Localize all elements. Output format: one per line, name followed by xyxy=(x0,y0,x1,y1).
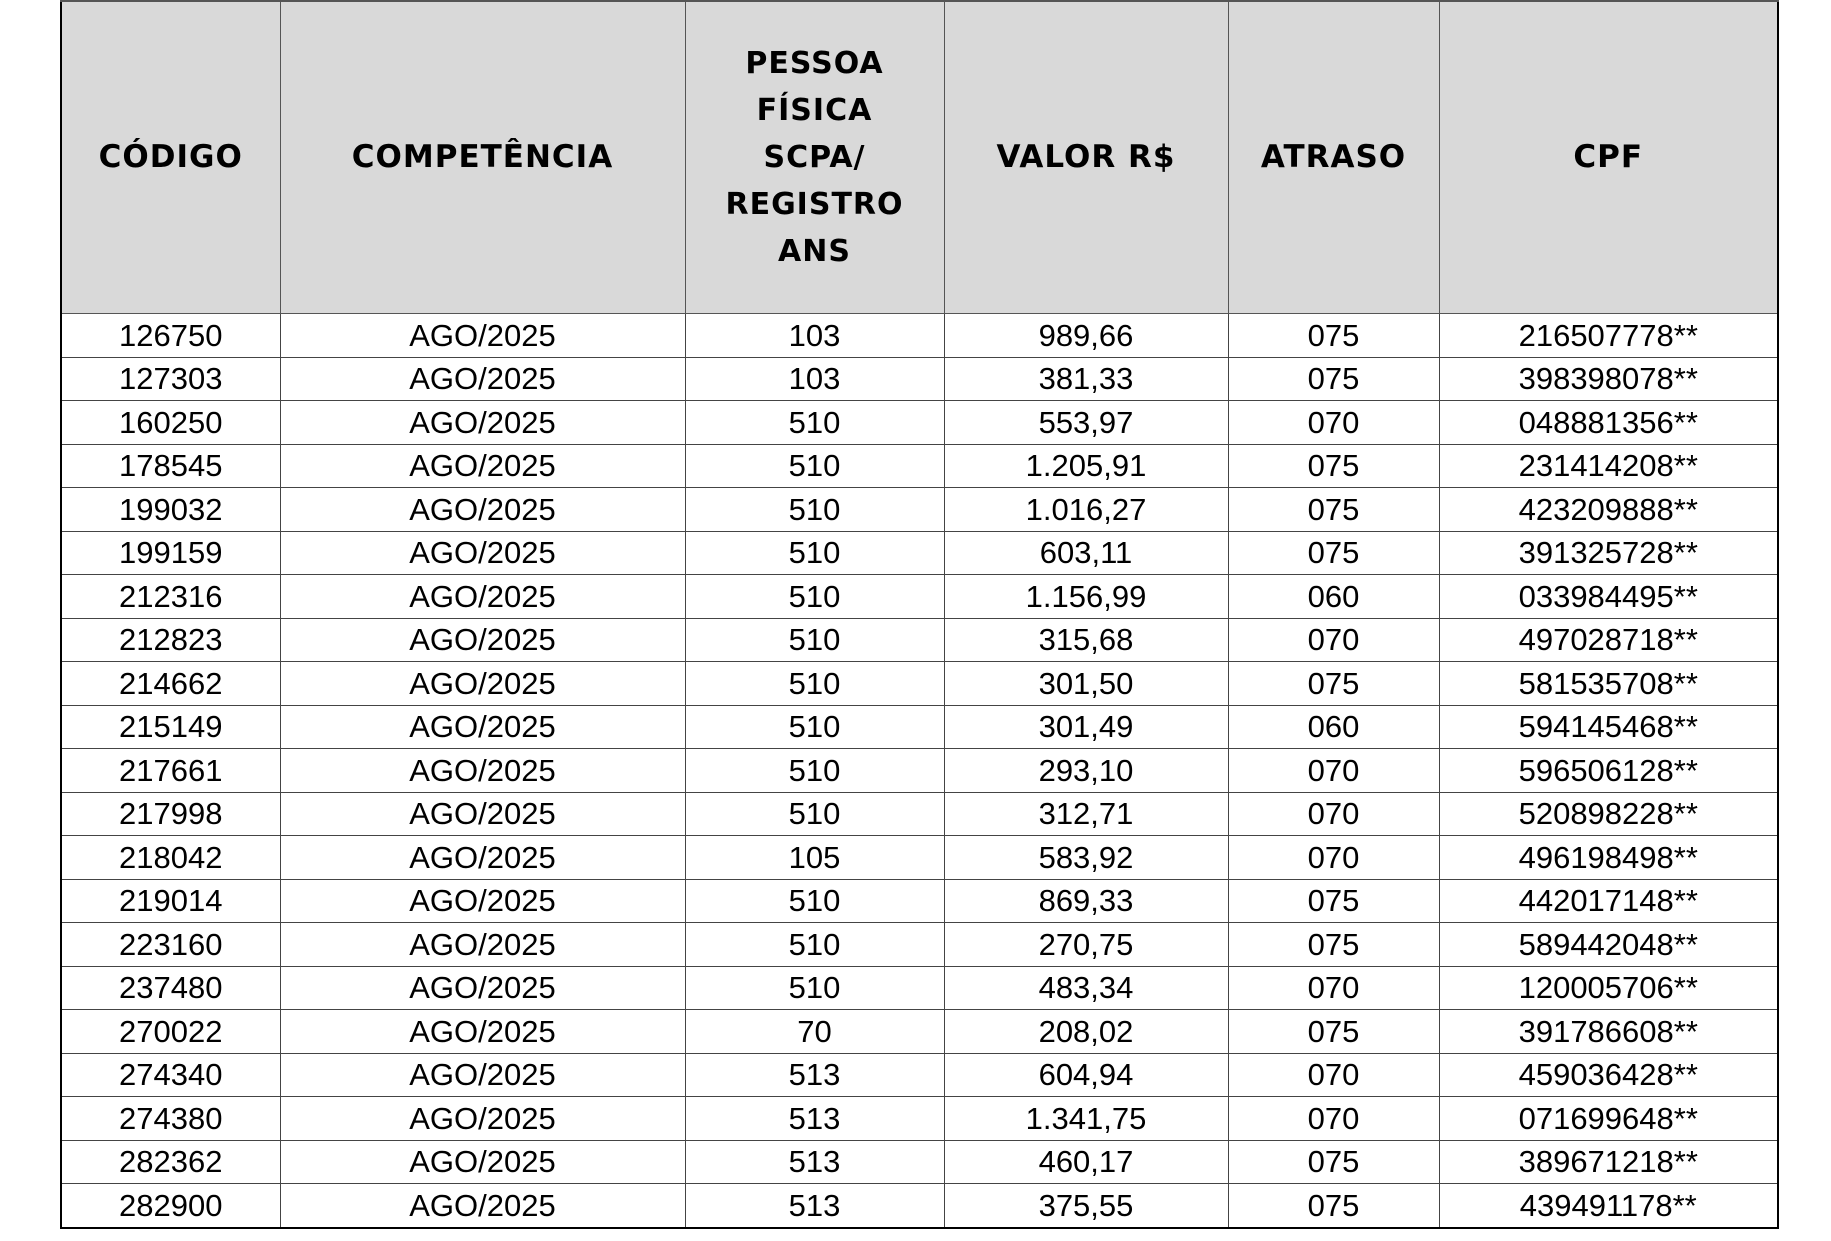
cell-atraso: 075 xyxy=(1228,1140,1439,1184)
cell-cpf: 439491178** xyxy=(1439,1184,1778,1228)
table-row xyxy=(61,923,1778,967)
table-row xyxy=(61,488,1778,532)
debt-table xyxy=(60,0,1779,1229)
cell-competencia: AGO/2025 xyxy=(280,705,685,749)
cell-cpf: 231414208** xyxy=(1439,444,1778,488)
table-row xyxy=(61,749,1778,793)
table-row xyxy=(61,966,1778,1010)
cell-codigo: 160250 xyxy=(61,401,280,445)
cell-codigo: 212823 xyxy=(61,618,280,662)
cell-codigo: 214662 xyxy=(61,662,280,706)
cell-codigo: 219014 xyxy=(61,879,280,923)
cell-valor: 1.016,27 xyxy=(944,488,1228,532)
cell-valor: 301,49 xyxy=(944,705,1228,749)
cell-atraso: 070 xyxy=(1228,792,1439,836)
table-row xyxy=(61,531,1778,575)
cell-registro-ans: 510 xyxy=(685,923,944,967)
cell-codigo: 178545 xyxy=(61,444,280,488)
cell-competencia: AGO/2025 xyxy=(280,923,685,967)
cell-competencia: AGO/2025 xyxy=(280,792,685,836)
cell-codigo: 218042 xyxy=(61,836,280,880)
cell-codigo: 274380 xyxy=(61,1097,280,1141)
cell-competencia: AGO/2025 xyxy=(280,1010,685,1054)
header-atraso: ATRASO xyxy=(1228,1,1439,314)
cell-atraso: 060 xyxy=(1228,575,1439,619)
cell-codigo: 215149 xyxy=(61,705,280,749)
cell-competencia: AGO/2025 xyxy=(280,531,685,575)
cell-codigo: 217661 xyxy=(61,749,280,793)
table-row xyxy=(61,401,1778,445)
table-row xyxy=(61,1097,1778,1141)
cell-cpf: 120005706** xyxy=(1439,966,1778,1010)
table-row xyxy=(61,836,1778,880)
cell-valor: 989,66 xyxy=(944,314,1228,358)
table-row xyxy=(61,879,1778,923)
cell-competencia: AGO/2025 xyxy=(280,966,685,1010)
cell-valor: 460,17 xyxy=(944,1140,1228,1184)
cell-competencia: AGO/2025 xyxy=(280,357,685,401)
cell-competencia: AGO/2025 xyxy=(280,1097,685,1141)
cell-valor: 583,92 xyxy=(944,836,1228,880)
cell-cpf: 596506128** xyxy=(1439,749,1778,793)
cell-cpf: 391325728** xyxy=(1439,531,1778,575)
header-cpf: CPF xyxy=(1439,1,1778,314)
cell-valor: 1.156,99 xyxy=(944,575,1228,619)
cell-cpf: 520898228** xyxy=(1439,792,1778,836)
cell-valor: 270,75 xyxy=(944,923,1228,967)
cell-valor: 375,55 xyxy=(944,1184,1228,1228)
cell-registro-ans: 510 xyxy=(685,792,944,836)
cell-codigo: 127303 xyxy=(61,357,280,401)
cell-codigo: 237480 xyxy=(61,966,280,1010)
cell-atraso: 075 xyxy=(1228,314,1439,358)
cell-cpf: 048881356** xyxy=(1439,401,1778,445)
cell-registro-ans: 513 xyxy=(685,1184,944,1228)
cell-atraso: 070 xyxy=(1228,1097,1439,1141)
cell-atraso: 075 xyxy=(1228,1184,1439,1228)
cell-registro-ans: 510 xyxy=(685,575,944,619)
table-row xyxy=(61,314,1778,358)
cell-atraso: 075 xyxy=(1228,357,1439,401)
cell-atraso: 075 xyxy=(1228,923,1439,967)
table-header xyxy=(61,1,1778,314)
cell-codigo: 223160 xyxy=(61,923,280,967)
cell-atraso: 075 xyxy=(1228,488,1439,532)
table-body xyxy=(61,314,1778,1228)
table-row xyxy=(61,1140,1778,1184)
cell-registro-ans: 70 xyxy=(685,1010,944,1054)
cell-registro-ans: 513 xyxy=(685,1097,944,1141)
table-row xyxy=(61,618,1778,662)
table-row xyxy=(61,357,1778,401)
cell-registro-ans: 510 xyxy=(685,749,944,793)
cell-registro-ans: 510 xyxy=(685,488,944,532)
cell-valor: 1.341,75 xyxy=(944,1097,1228,1141)
table-row xyxy=(61,444,1778,488)
cell-competencia: AGO/2025 xyxy=(280,444,685,488)
cell-competencia: AGO/2025 xyxy=(280,662,685,706)
cell-atraso: 075 xyxy=(1228,1010,1439,1054)
cell-registro-ans: 510 xyxy=(685,444,944,488)
cell-atraso: 070 xyxy=(1228,836,1439,880)
cell-cpf: 496198498** xyxy=(1439,836,1778,880)
header-codigo: CÓDIGO xyxy=(61,1,280,314)
cell-cpf: 389671218** xyxy=(1439,1140,1778,1184)
cell-atraso: 075 xyxy=(1228,662,1439,706)
cell-registro-ans: 510 xyxy=(685,401,944,445)
cell-codigo: 270022 xyxy=(61,1010,280,1054)
cell-atraso: 060 xyxy=(1228,705,1439,749)
table-row xyxy=(61,705,1778,749)
cell-valor: 293,10 xyxy=(944,749,1228,793)
cell-cpf: 216507778** xyxy=(1439,314,1778,358)
cell-atraso: 070 xyxy=(1228,749,1439,793)
cell-atraso: 070 xyxy=(1228,618,1439,662)
cell-codigo: 282900 xyxy=(61,1184,280,1228)
cell-cpf: 391786608** xyxy=(1439,1010,1778,1054)
cell-registro-ans: 103 xyxy=(685,357,944,401)
cell-codigo: 274340 xyxy=(61,1053,280,1097)
cell-competencia: AGO/2025 xyxy=(280,879,685,923)
table-row xyxy=(61,792,1778,836)
cell-registro-ans: 513 xyxy=(685,1140,944,1184)
cell-competencia: AGO/2025 xyxy=(280,618,685,662)
cell-codigo: 212316 xyxy=(61,575,280,619)
table-row xyxy=(61,1010,1778,1054)
header-row xyxy=(61,1,1778,314)
cell-competencia: AGO/2025 xyxy=(280,401,685,445)
header-valor: VALOR R$ xyxy=(944,1,1228,314)
cell-valor: 603,11 xyxy=(944,531,1228,575)
cell-atraso: 070 xyxy=(1228,1053,1439,1097)
cell-atraso: 070 xyxy=(1228,401,1439,445)
table-row xyxy=(61,1184,1778,1228)
table-row xyxy=(61,662,1778,706)
cell-competencia: AGO/2025 xyxy=(280,575,685,619)
cell-codigo: 199159 xyxy=(61,531,280,575)
cell-valor: 483,34 xyxy=(944,966,1228,1010)
cell-registro-ans: 510 xyxy=(685,618,944,662)
cell-registro-ans: 103 xyxy=(685,314,944,358)
cell-registro-ans: 510 xyxy=(685,531,944,575)
cell-cpf: 398398078** xyxy=(1439,357,1778,401)
cell-registro-ans: 510 xyxy=(685,966,944,1010)
cell-registro-ans: 510 xyxy=(685,879,944,923)
cell-competencia: AGO/2025 xyxy=(280,1184,685,1228)
table-row xyxy=(61,1053,1778,1097)
cell-valor: 312,71 xyxy=(944,792,1228,836)
cell-valor: 208,02 xyxy=(944,1010,1228,1054)
cell-cpf: 071699648** xyxy=(1439,1097,1778,1141)
cell-valor: 604,94 xyxy=(944,1053,1228,1097)
cell-atraso: 070 xyxy=(1228,966,1439,1010)
cell-cpf: 589442048** xyxy=(1439,923,1778,967)
cell-competencia: AGO/2025 xyxy=(280,836,685,880)
cell-competencia: AGO/2025 xyxy=(280,1140,685,1184)
header-competencia: COMPETÊNCIA xyxy=(280,1,685,314)
cell-cpf: 594145468** xyxy=(1439,705,1778,749)
cell-competencia: AGO/2025 xyxy=(280,749,685,793)
cell-competencia: AGO/2025 xyxy=(280,314,685,358)
cell-valor: 315,68 xyxy=(944,618,1228,662)
cell-registro-ans: 510 xyxy=(685,705,944,749)
cell-cpf: 581535708** xyxy=(1439,662,1778,706)
table-row xyxy=(61,575,1778,619)
cell-valor: 381,33 xyxy=(944,357,1228,401)
cell-cpf: 033984495** xyxy=(1439,575,1778,619)
cell-valor: 1.205,91 xyxy=(944,444,1228,488)
cell-cpf: 442017148** xyxy=(1439,879,1778,923)
cell-cpf: 497028718** xyxy=(1439,618,1778,662)
cell-valor: 553,97 xyxy=(944,401,1228,445)
cell-valor: 301,50 xyxy=(944,662,1228,706)
cell-registro-ans: 510 xyxy=(685,662,944,706)
cell-codigo: 217998 xyxy=(61,792,280,836)
cell-atraso: 075 xyxy=(1228,444,1439,488)
header-pessoa-fisica-registro-ans: PESSOA FÍSICA SCPA/ REGISTRO ANS xyxy=(685,1,944,314)
cell-codigo: 282362 xyxy=(61,1140,280,1184)
cell-atraso: 075 xyxy=(1228,531,1439,575)
cell-codigo: 126750 xyxy=(61,314,280,358)
cell-registro-ans: 105 xyxy=(685,836,944,880)
cell-codigo: 199032 xyxy=(61,488,280,532)
cell-valor: 869,33 xyxy=(944,879,1228,923)
cell-competencia: AGO/2025 xyxy=(280,488,685,532)
cell-atraso: 075 xyxy=(1228,879,1439,923)
cell-competencia: AGO/2025 xyxy=(280,1053,685,1097)
cell-cpf: 459036428** xyxy=(1439,1053,1778,1097)
cell-cpf: 423209888** xyxy=(1439,488,1778,532)
cell-registro-ans: 513 xyxy=(685,1053,944,1097)
